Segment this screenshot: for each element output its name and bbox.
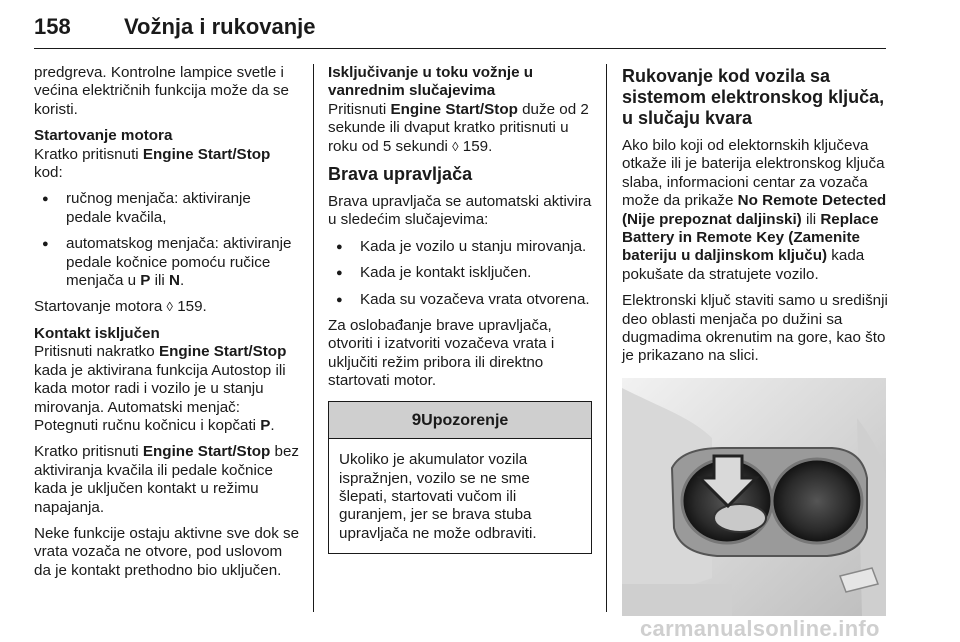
ref-pre: Startovanje motora — [34, 298, 167, 316]
emergency-title: Isključivanje u toku vožnje u vanrednim slučajevima — [328, 64, 534, 100]
short-press-paragraph — [34, 443, 300, 517]
key-fob — [714, 504, 766, 532]
emergency-button-name: Engine Start/Stop — [390, 100, 518, 118]
warning-text: Ukoliko je akumulator vozila ispražnjen, vozilo se ne sme šlepati, startovati vučom ili guranjem, jer se brava stuba upravljača ne može odbraviti. — [339, 451, 537, 542]
intro-paragraph: predgreva. Kontrolne lampice svetle i većina električnih funkcija može da se koristi. — [34, 64, 289, 118]
list-item: ● Kada je kontakt isključen. — [328, 264, 592, 282]
lock-list — [328, 238, 592, 309]
console-front — [622, 584, 732, 616]
p1-pre: Ako bilo koji od elektornskih ključeva otkaže ili je baterija elektronskog ključa slaba, informacioni centar za vozača može da prikaže — [622, 137, 885, 210]
chapter-title: Vožnja i rukovanje — [124, 14, 316, 39]
gear-n: N — [169, 272, 180, 290]
column-1 — [34, 64, 300, 588]
gear-p: P — [140, 272, 151, 290]
watermark: carmanualsonline.info — [640, 616, 880, 641]
start-title: Startovanje motora — [34, 127, 173, 145]
functions-paragraph: Neke funkcije ostaju aktivne sve dok se vrata vozača ne otvore, pod uslovom da je kontakt prethodno bio uključen. — [34, 524, 300, 579]
contact-paragraph — [34, 343, 300, 435]
emergency-post: duže od 2 sekunde ili dvaput kratko pritisnuti u roku od 5 sekundi — [328, 100, 589, 155]
contact-button-name: Engine Start/Stop — [158, 343, 287, 361]
warning-icon: 9 — [411, 409, 422, 429]
reference-arrow-icon: ◊ — [166, 299, 173, 315]
contact-pre: Pritisnuti nakratko — [34, 343, 159, 361]
list-item: ● Kada su vozačeva vrata otvorena. — [328, 291, 592, 309]
failure-paragraph — [622, 137, 890, 284]
release-paragraph: Za oslobađanje brave upravljača, otvoriti i izatvoriti vozačeva vrata i uključiti režim pribora ili direktno startovati motor. — [328, 317, 555, 390]
page-number: 158 — [34, 14, 71, 39]
start-pre: Kratko pritisnuti — [34, 145, 143, 163]
ref-page: 159. — [172, 298, 207, 316]
start-post: kod: — [34, 164, 63, 182]
bullet2-pre: automatskog menjača: aktiviranje pedale kočnice pomoću ručice menjača u — [66, 235, 292, 290]
start-reference — [34, 298, 300, 316]
short-post: bez aktiviranja kvačila ili pedale kočnice kada je uključen kontakt u režimu napajanja. — [34, 443, 300, 516]
console-illustration — [622, 378, 886, 616]
lock-intro: Brava upravljača se automatski aktivira u sledećim slučajevima: — [328, 193, 592, 229]
emergency-page: 159. — [458, 137, 493, 155]
p1-mid: ili — [801, 210, 821, 228]
bullet2-mid: ili — [150, 272, 169, 290]
message-no-remote: No Remote Detected (Nije prepoznat daljinski) — [622, 192, 887, 228]
header-rule — [34, 48, 886, 49]
failure-heading: Rukovanje kod vozila sa sistemom elektronskog ključa, u slučaju kvara — [622, 66, 885, 128]
list-item: ● ručnog menjača: aktiviranje pedale kvačila, — [34, 190, 300, 227]
warning-box — [328, 401, 592, 554]
lock-heading: Brava upravljača — [328, 164, 473, 185]
start-paragraph — [34, 146, 300, 183]
short-pre: Kratko pritisnuti — [34, 443, 143, 461]
contact-post: kada je aktivirana funkcija Autostop ili kada motor radi i vozilo je u stanju mirovanja. Automatski menjač: Potegnuti ručnu kočnicu i kopčati — [34, 361, 286, 434]
p1-post: kada pokušate da stratujete vozilo. — [622, 247, 865, 283]
reference-arrow-icon: ◊ — [452, 138, 459, 154]
page-header — [34, 10, 886, 44]
emergency-pre: Pritisnuti — [328, 100, 391, 118]
cup-right — [772, 459, 862, 543]
contact-gear-p: P — [260, 416, 271, 434]
warning-title: Upozorenje — [421, 411, 509, 429]
column-divider — [313, 64, 314, 612]
key-placement-photo — [622, 378, 886, 616]
message-replace-battery: Replace Battery in Remote Key (Zamenite bateriju u daljinskom ključu) — [622, 210, 879, 265]
start-list — [34, 190, 300, 290]
list-item: ● Kada je vozilo u stanju mirovanja. — [328, 238, 592, 256]
start-button-name: Engine Start/Stop — [142, 145, 271, 163]
short-button-name: Engine Start/Stop — [142, 443, 271, 461]
key-placement-paragraph: Elektronski ključ staviti samo u središnji deo oblasti menjača po dužini sa dugmadima okrenutim na gore, kao što je prikazano na slici. — [622, 292, 888, 365]
column-3 — [622, 64, 890, 616]
warning-header — [329, 402, 591, 439]
emergency-paragraph — [328, 101, 592, 156]
column-2 — [328, 64, 592, 554]
contact-end: . — [270, 416, 275, 434]
bullet2-end: . — [179, 272, 185, 290]
contact-title: Kontakt isključen — [34, 324, 160, 342]
column-divider — [606, 64, 607, 612]
list-item — [34, 235, 300, 290]
